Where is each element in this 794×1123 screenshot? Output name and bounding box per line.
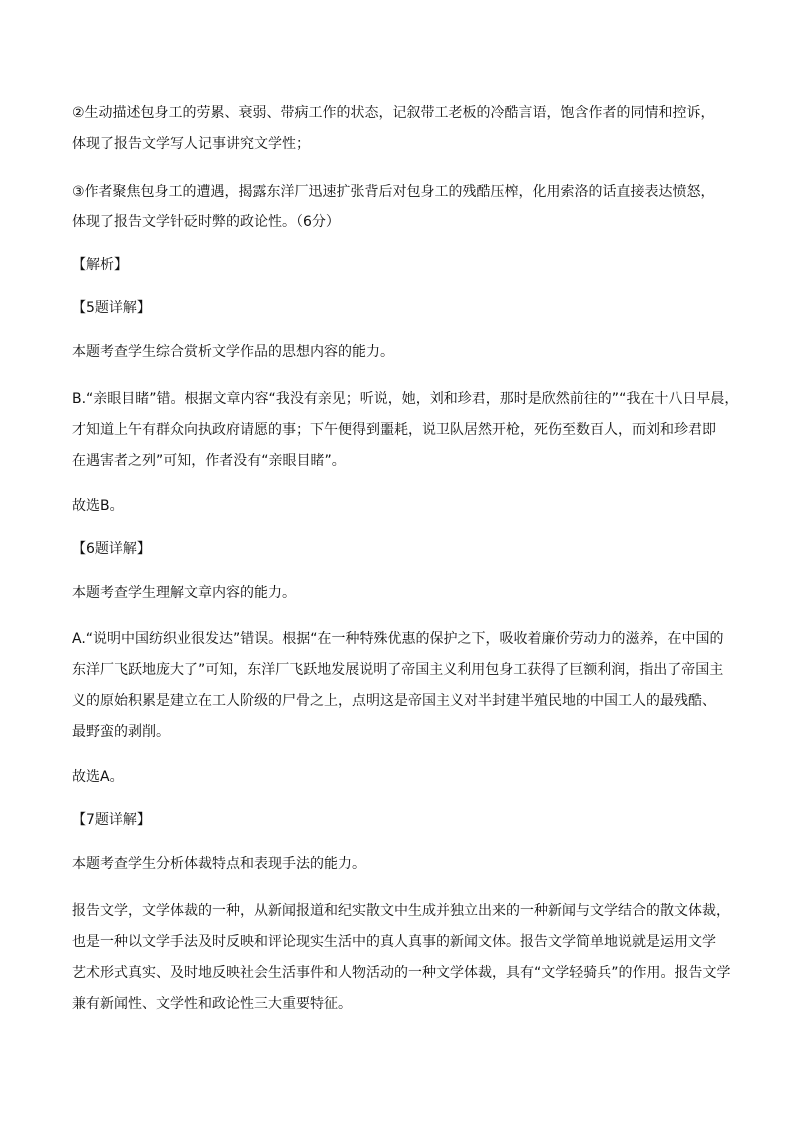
q6-body-line-2: 东洋厂飞跃地庞大了”可知，东洋厂飞跃地发展说明了帝国主义利用包身工获得了巨额利润，指出了帝国主 bbox=[72, 662, 724, 678]
q7-heading: 【7题详解】 bbox=[72, 812, 151, 828]
answer-part-3-line-2: 体现了报告文学针砭时弊的政论性。（6分） bbox=[72, 214, 340, 230]
q6-body-line-1: A.“说明中国纺织业很发达”错误。根据“在一种特殊优惠的保护之下，吸收着廉价劳动力的滋养，在中国的 bbox=[72, 631, 724, 647]
q5-body-line-3: 在遇害者之列”可知，作者没有“亲眼目睹”。 bbox=[72, 453, 346, 469]
answer-part-3-line-1: ③作者聚焦包身工的遭遇，揭露东洋厂迅速扩张背后对包身工的残酷压榨，化用索洛的话直接表达愤怒， bbox=[72, 184, 715, 200]
q6-body-line-3: 义的原始积累是建立在工人阶级的尸骨之上，点明这是帝国主义对半封建半殖民地的中国工人的最残酷、 bbox=[72, 693, 716, 709]
q5-body-line-1: B.“亲眼目睹”错。根据文章内容“我没有亲见；听说，她，刘和珍君，那时是欣然前往的”“我在十八日早晨， bbox=[72, 391, 739, 407]
document-page bbox=[72, 0, 739, 1123]
q6-intro: 本题考查学生理解文章内容的能力。 bbox=[72, 585, 296, 601]
q5-answer: 故选B。 bbox=[72, 498, 124, 514]
analysis-heading: 【解析】 bbox=[72, 257, 128, 273]
q5-heading: 【5题详解】 bbox=[72, 300, 151, 316]
q6-body-line-4: 最野蛮的剥削。 bbox=[72, 724, 170, 740]
q5-body-line-2: 才知道上午有群众向执政府请愿的事；下午便得到噩耗，说卫队居然开枪，死伤至数百人，而刘和珍君即 bbox=[72, 422, 716, 438]
q7-body-line-1: 报告文学，文学体裁的一种，从新闻报道和纪实散文中生成并独立出来的一种新闻与文学结合的散文体裁， bbox=[72, 903, 730, 919]
q7-intro: 本题考查学生分析体裁特点和表现手法的能力。 bbox=[72, 856, 366, 872]
q7-body-line-3: 艺术形式真实、及时地反映社会生活事件和人物活动的一种文学体裁，具有“文学轻骑兵”的作用。报告文学 bbox=[72, 965, 731, 981]
q7-body-line-2: 也是一种以文学手法及时反映和评论现实生活中的真人真事的新闻文体。报告文学简单地说就是运用文学 bbox=[72, 934, 716, 950]
answer-part-2-line-1: ②生动描述包身工的劳累、衰弱、带病工作的状态，记叙带工老板的冷酷言语，饱含作者的同情和控诉， bbox=[72, 105, 715, 121]
answer-part-2-line-2: 体现了报告文学写人记事讲究文学性； bbox=[72, 136, 310, 152]
q6-answer: 故选A。 bbox=[72, 769, 124, 785]
q7-body-line-4: 兼有新闻性、文学性和政论性三大重要特征。 bbox=[72, 996, 352, 1012]
q5-intro: 本题考查学生综合赏析文学作品的思想内容的能力。 bbox=[72, 344, 394, 360]
q6-heading: 【6题详解】 bbox=[72, 541, 151, 557]
